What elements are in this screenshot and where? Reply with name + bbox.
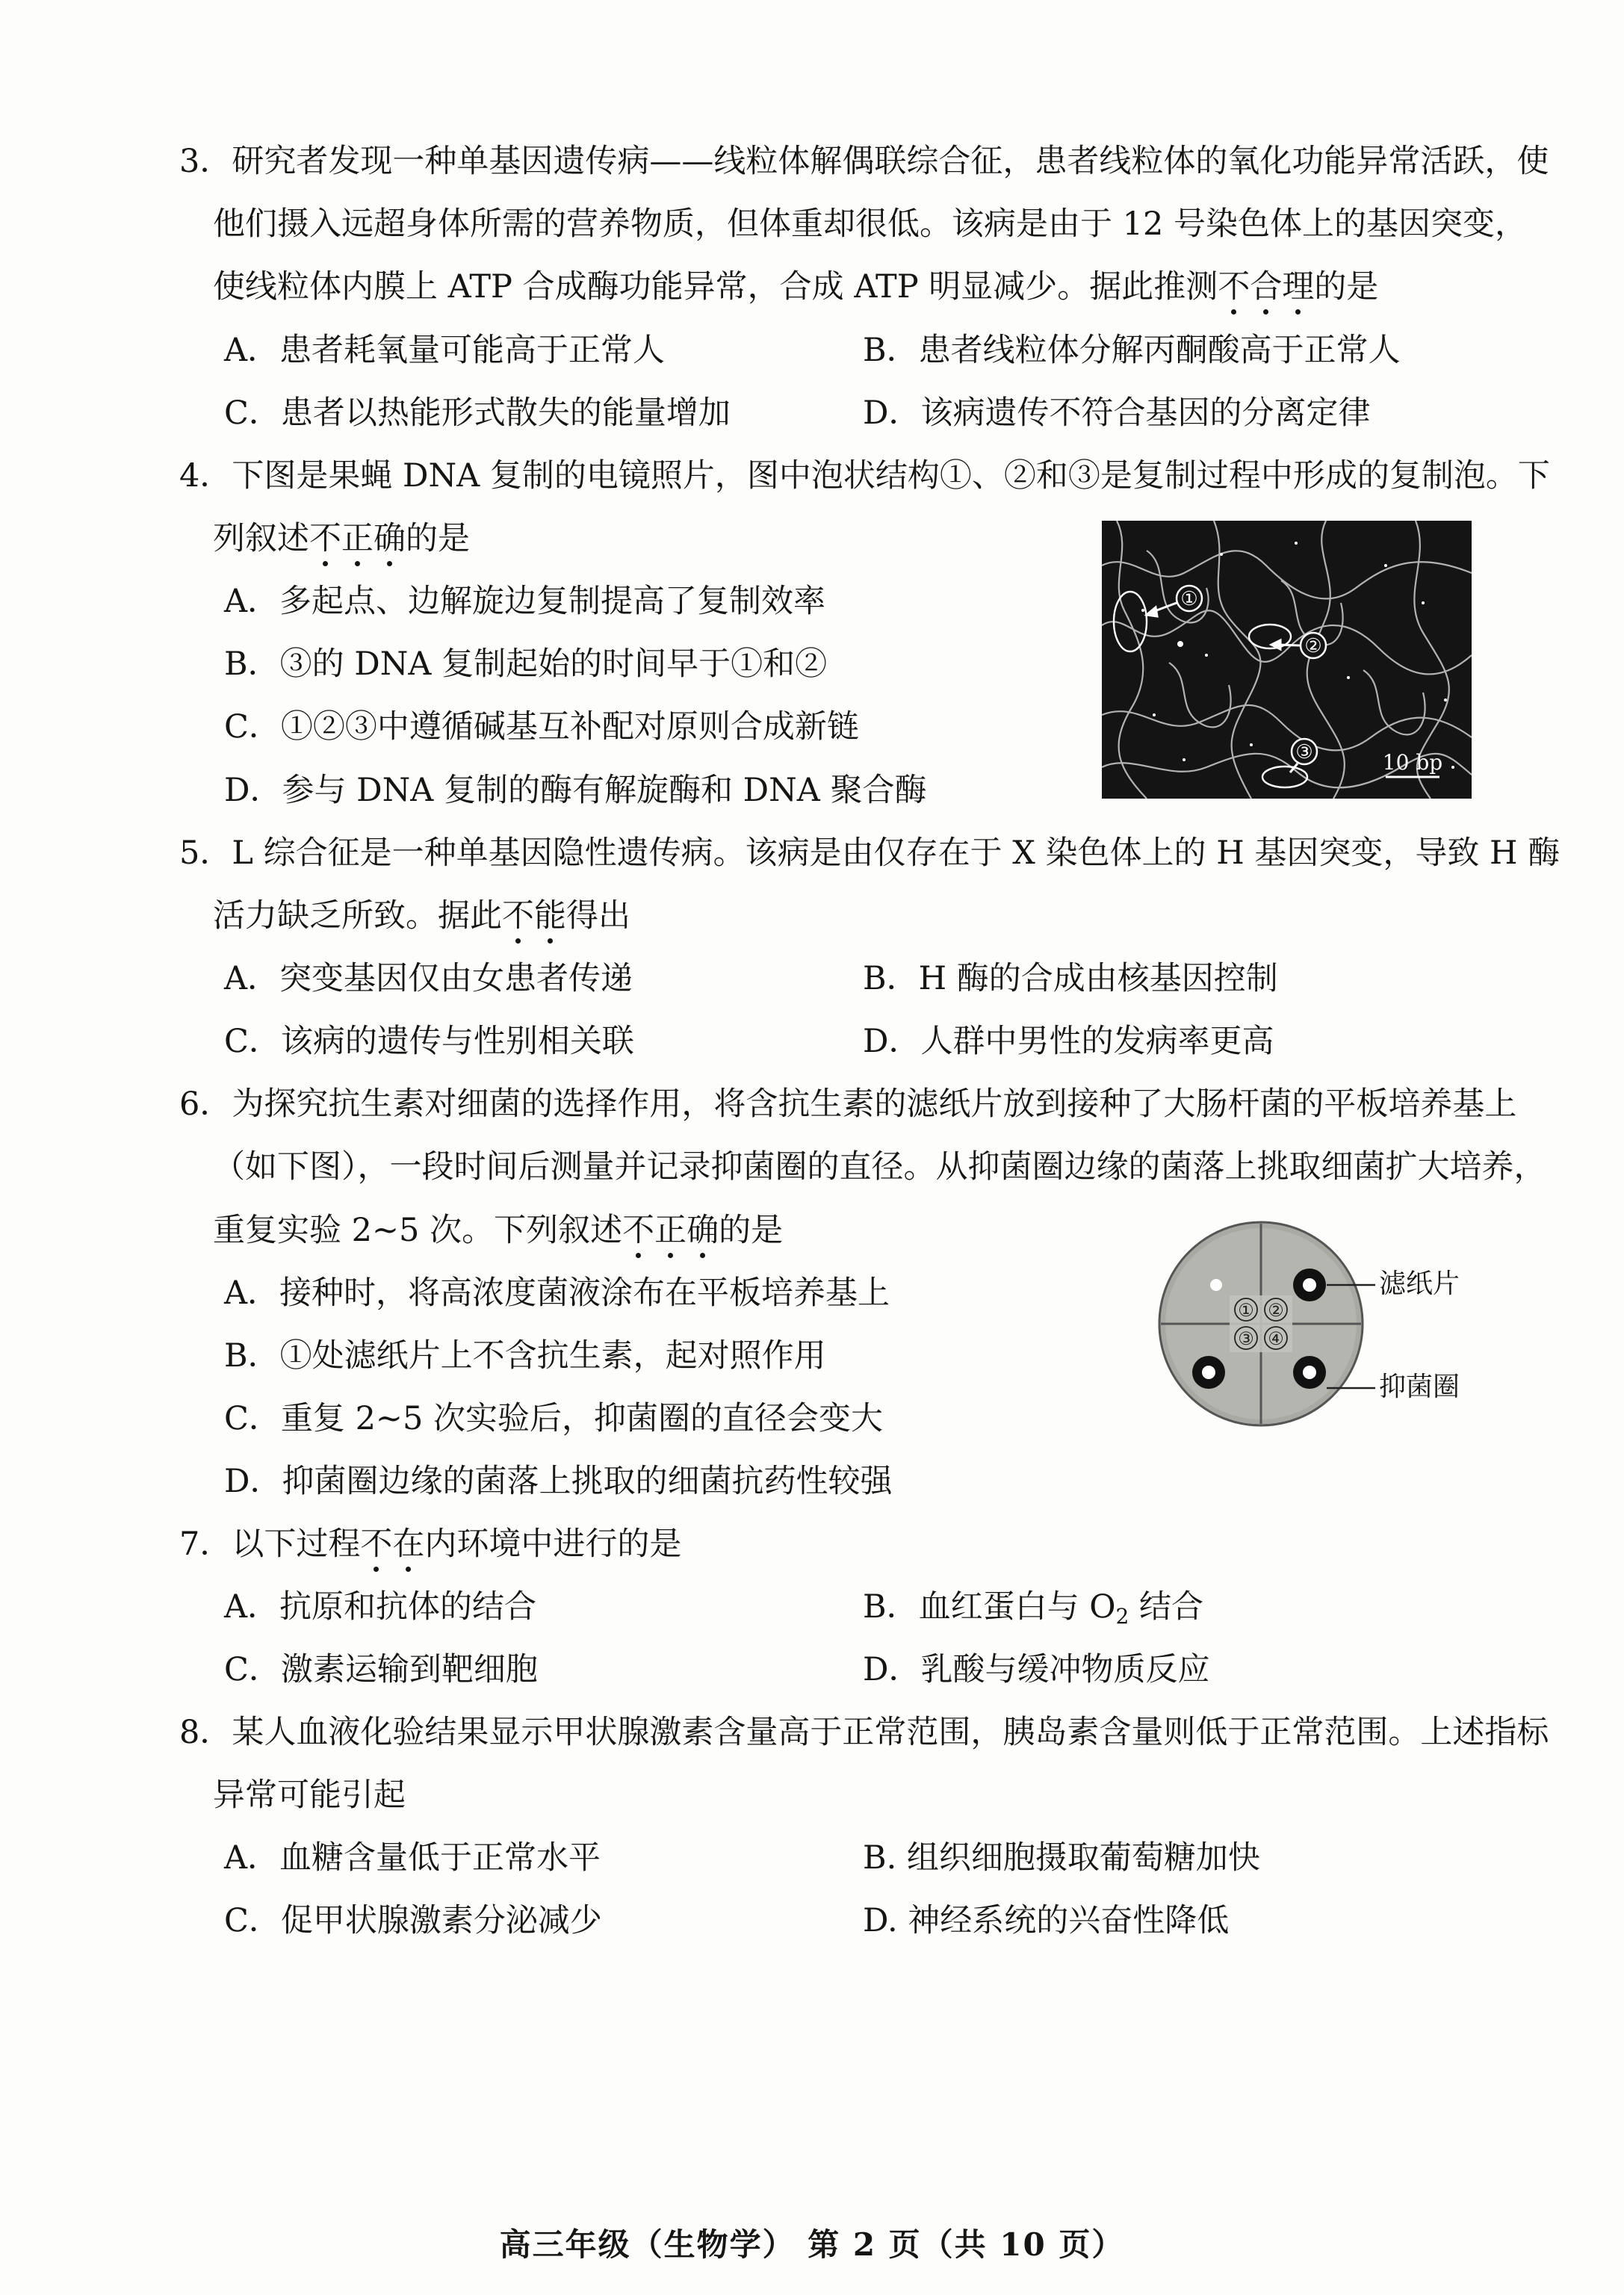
figure-leader-lines [1327, 1270, 1379, 1419]
q7-option-d: D．乳酸与缓冲物质反应 [863, 1651, 1210, 1688]
q5-option-d: D．人群中男性的发病率更高 [863, 1023, 1274, 1060]
emphasis-char: 确 [374, 518, 406, 560]
q5-option-b: B．H 酶的合成由核基因控制 [863, 960, 1278, 997]
q6-option-c: C．重复 2~5 次实验后，抑菌圈的直径会变大 [224, 1400, 883, 1437]
dna-replication-micrograph [1102, 521, 1472, 799]
emphasis-char: 不 [1218, 266, 1250, 308]
quadrant-label-1: ① [1238, 1300, 1254, 1321]
q6-stem-line2: （如下图），一段时间后测量并记录抑菌圈的直径。从抑菌圈边缘的菌落上挑取细菌扩大培养， [213, 1148, 1546, 1186]
emphasis-char: 确 [687, 1210, 719, 1251]
q3-option-c: C．患者以热能形式散失的能量增加 [224, 394, 731, 432]
q8-stem-line1: 8．某人血液化验结果显示甲状腺激素含量高于正常范围，胰岛素含量则低于正常范围。上述指标 [179, 1714, 1549, 1751]
emphasis-char: 不 [360, 1523, 392, 1565]
emphasis-char: 合 [1250, 266, 1282, 308]
q8-option-b: B. 组织细胞摄取葡萄糖加快 [863, 1839, 1260, 1877]
emphasis-char: 不 [309, 518, 341, 560]
q5-stem-line2: 活力缺乏所致。据此不能得出 [213, 895, 630, 937]
q3-option-d: D．该病遗传不符合基因的分离定律 [863, 394, 1371, 432]
q6-stem-line1: 6．为探究抗生素对细菌的选择作用，将含抗生素的滤纸片放到接种了大肠杆菌的平板培养基上 [179, 1085, 1517, 1123]
q3-stem-line2: 他们摄入远超身体所需的营养物质，但体重却很低。该病是由于 12 号染色体上的基因突变， [213, 205, 1528, 243]
micrograph-drawing [1102, 521, 1472, 799]
emphasis-char: 不 [622, 1210, 654, 1251]
bubble-label-2: ② [1304, 635, 1322, 657]
q7-option-a: A．抗原和抗体的结合 [224, 1588, 537, 1626]
q8-option-d: D. 神经系统的兴奋性降低 [863, 1902, 1230, 1939]
q7-option-b: B．血红蛋白与 $O_2$ 结合 [863, 1588, 1204, 1629]
emphasis-char: 不 [502, 895, 534, 937]
q6-option-a: A．接种时，将高浓度菌液涂布在平板培养基上 [224, 1275, 890, 1312]
q3-stem-line1: 3．研究者发现一种单基因遗传病——线粒体解偶联综合征，患者线粒体的氧化功能异常活跃，使 [179, 143, 1549, 180]
q5-option-a: A．突变基因仅由女患者传递 [224, 960, 633, 997]
quadrant-label-3: ③ [1238, 1328, 1254, 1349]
q8-option-a: A．血糖含量低于正常水平 [224, 1839, 601, 1877]
q8-stem-line2: 异常可能引起 [213, 1777, 406, 1814]
emphasis-char: 理 [1282, 266, 1314, 308]
scale-label: 10 bp [1382, 750, 1443, 775]
quadrant-label-4: ④ [1268, 1328, 1284, 1349]
q4-option-c: C．①②③中遵循碱基互补配对原则合成新链 [224, 708, 859, 746]
q6-option-d: D．抑菌圈边缘的菌落上挑取的细菌抗药性较强 [224, 1463, 893, 1500]
emphasis-char: 在 [392, 1523, 424, 1565]
q8-option-c: C．促甲状腺激素分泌减少 [224, 1902, 602, 1939]
q7-option-c: C．激素运输到靶细胞 [224, 1651, 538, 1688]
q4-option-a: A．多起点、边解旋边复制提高了复制效率 [224, 583, 826, 620]
bubble-label-3: ③ [1295, 741, 1313, 764]
q6-stem-line3: 重复实验 2~5 次。下列叙述不正确的是 [213, 1210, 783, 1251]
q5-option-c: C．该病的遗传与性别相关联 [224, 1023, 634, 1060]
q3-option-b: B．患者线粒体分解丙酮酸高于正常人 [863, 332, 1401, 369]
q7-stem: 7．以下过程不在内环境中进行的是 [179, 1523, 681, 1565]
q6-option-b: B．①处滤纸片上不含抗生素，起对照作用 [224, 1337, 826, 1375]
q3-option-a: A．患者耗氧量可能高于正常人 [224, 332, 666, 369]
emphasis-char: 正 [341, 518, 374, 560]
q4-stem-line1: 4．下图是果蝇 DNA 复制的电镜照片，图中泡状结构①、②和③是复制过程中形成的复制泡。下 [179, 457, 1550, 495]
label-filter-paper: 滤纸片 [1379, 1269, 1460, 1299]
q4-option-d: D．参与 DNA 复制的酶有解旋酶和 DNA 聚合酶 [224, 772, 927, 809]
filter-disc-control [1210, 1279, 1222, 1291]
q4-option-b: B．③的 DNA 复制起始的时间早于①和② [224, 645, 828, 683]
page-footer: 高三年级（生物学） 第 2 页（共 10 页） [499, 2226, 1125, 2263]
bubble-label-1: ① [1180, 588, 1198, 610]
emphasis-char: 能 [534, 895, 566, 937]
q5-stem-line1: 5．L 综合征是一种单基因隐性遗传病。该病是由仅存在于 X 染色体上的 H 基因突变，导致 H 酶 [179, 834, 1561, 872]
label-inhibition-zone: 抑菌圈 [1379, 1372, 1460, 1402]
emphasis-char: 正 [654, 1210, 687, 1251]
q3-stem-line3: 使线粒体内膜上 ATP 合成酶功能异常，合成 ATP 明显减少。据此推测不合理的是 [213, 266, 1378, 308]
q4-stem-line2: 列叙述不正确的是 [213, 518, 470, 560]
quadrant-label-2: ② [1268, 1300, 1284, 1321]
